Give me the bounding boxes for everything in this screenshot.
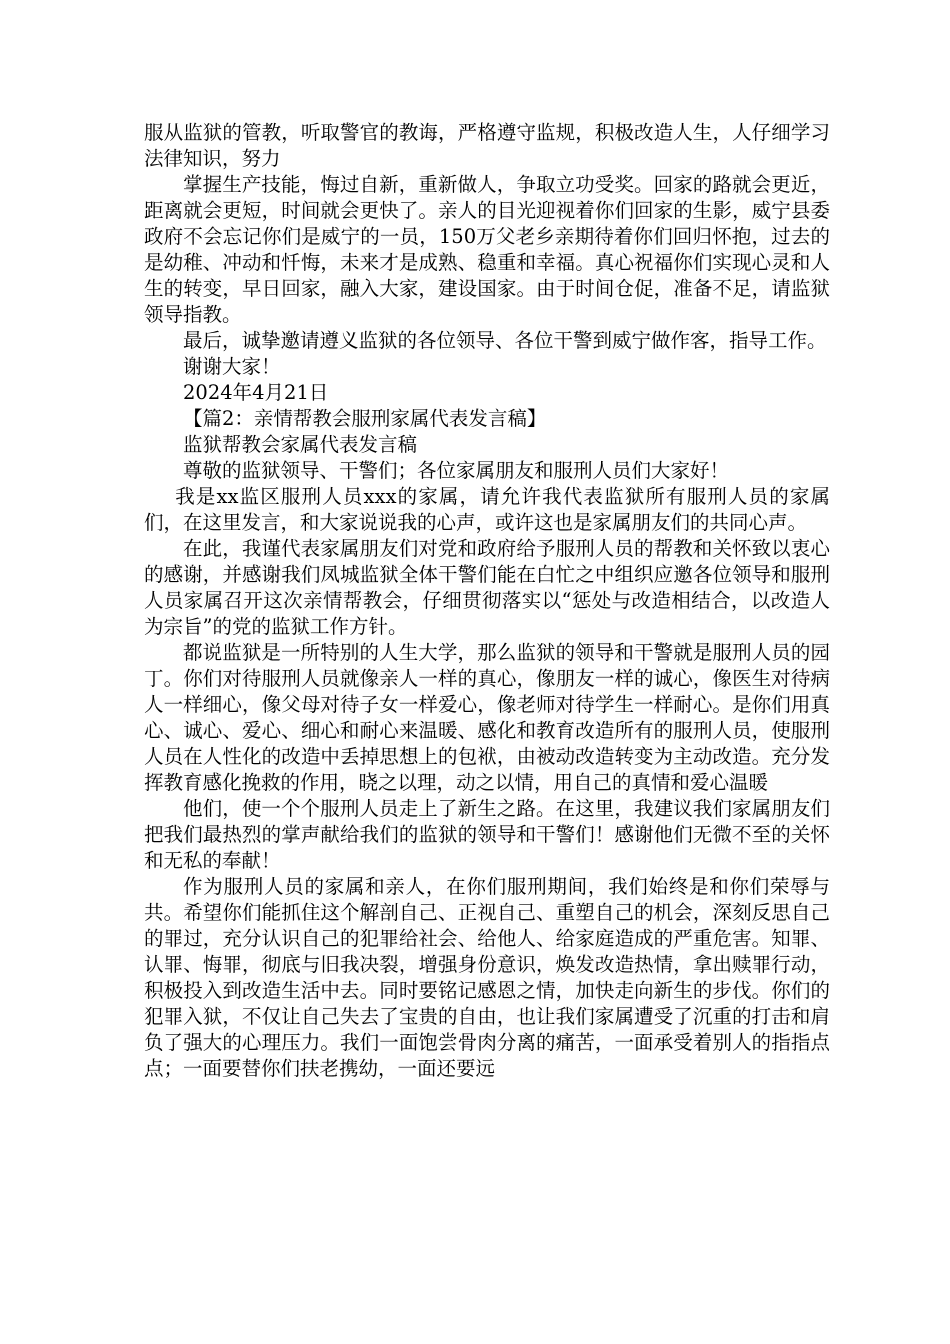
paragraph-gratitude: 在此，我谨代表家属朋友们对党和政府给予服刑人员的帮教和关怀致以衷心的感谢，并感谢我们凤城监狱全体干警们能在白忙之中组织应邀各位领导和服刑人员家属召开这次亲情帮教会，仔细贯彻落实以“惩处与改造相结合，以改造人为宗旨”的党的监狱工作方针。 <box>144 537 830 638</box>
paragraph-skills: 掌握生产技能，悔过自新，重新做人，争取立功受奖。回家的路就会更近，距离就会更短，时间就会更快了。亲人的目光迎视着你们回家的生影，威宁县委政府不会忘记你们是威宁的一员，150万父老乡亲期待着你们回归怀抱，过去的是幼稚、冲动和忏悔，未来才是成熟、稳重和幸福。真心祝福你们实现心灵和人生的转变，早日回家，融入大家，建设国家。由于时间仓促，准备不足，请监狱领导指教。 <box>144 173 830 326</box>
paragraph-applause: 他们，使一个个服刑人员走上了新生之路。在这里，我建议我们家属朋友们把我们最热烈的掌声献给我们的监狱的领导和干警们！感谢他们无微不至的关怀和无私的奉献！ <box>144 797 830 872</box>
thanks-line: 谢谢大家！ <box>183 355 281 378</box>
greeting-line: 尊敬的监狱领导、干警们；各位家属朋友和服刑人员们大家好！ <box>183 459 730 482</box>
paragraph-family: 作为服刑人员的家属和亲人，在你们服刑期间，我们始终是和你们荣辱与共。希望你们能抓住这个解剖自己、正视自己、重塑自己的机会，深刻反思自己的罪过，充分认识自己的犯罪给社会、给他人、给家庭造成的严重危害。知罪、认罪、悔罪，彻底与旧我决裂，增强身份意识，焕发改造热情，拿出赎罪行动，积极投入到改造生活中去。同时要铭记感恩之情，加快走向新生的步伐。你们的犯罪入狱，不仅让自己失去了宝贵的自由，也让我们家属遭受了沉重的打击和肩负了强大的心理压力。我们一面饱尝骨肉分离的痛苦，一面承受着别人的指指点点；一面要替你们扶老携幼，一面还要远 <box>144 875 830 1080</box>
paragraph-invitation: 最后，诚挚邀请遵义监狱的各位领导、各位干警到威宁做作客，指导工作。 <box>183 329 827 352</box>
paragraph-continuation: 服从监狱的管教，听取警官的教诲，严格遵守监规，积极改造人生，人仔细学习法律知识，努力 <box>144 121 830 170</box>
document-page <box>144 120 830 1082</box>
section-heading: 【篇2：亲情帮教会服刑家属代表发言稿】 <box>183 407 547 430</box>
date-line: 2024年4月21日 <box>183 381 329 404</box>
paragraph-introduction: 我是xx监区服刑人员xxx的家属，请允许我代表监狱所有服刑人员的家属们，在这里发言，和大家说说我的心声，或许这也是家属朋友们的共同心声。 <box>144 485 830 534</box>
speech-title: 监狱帮教会家属代表发言稿 <box>183 433 418 456</box>
paragraph-gardeners: 都说监狱是一所特别的人生大学，那么监狱的领导和干警就是服刑人员的园丁。你们对待服刑人员就像亲人一样的真心，像朋友一样的诚心，像医生对待病人一样细心，像父母对待子女一样爱心，像老师对待学生一样耐心。是你们用真心、诚心、爱心、细心和耐心来温暖、感化和教育改造所有的服刑人员，使服刑人员在人性化的改造中丢掉思想上的包袱，由被动改造转变为主动改造。充分发挥教育感化挽救的作用，晓之以理，动之以情，用自己的真情和爱心温暖 <box>144 641 830 794</box>
